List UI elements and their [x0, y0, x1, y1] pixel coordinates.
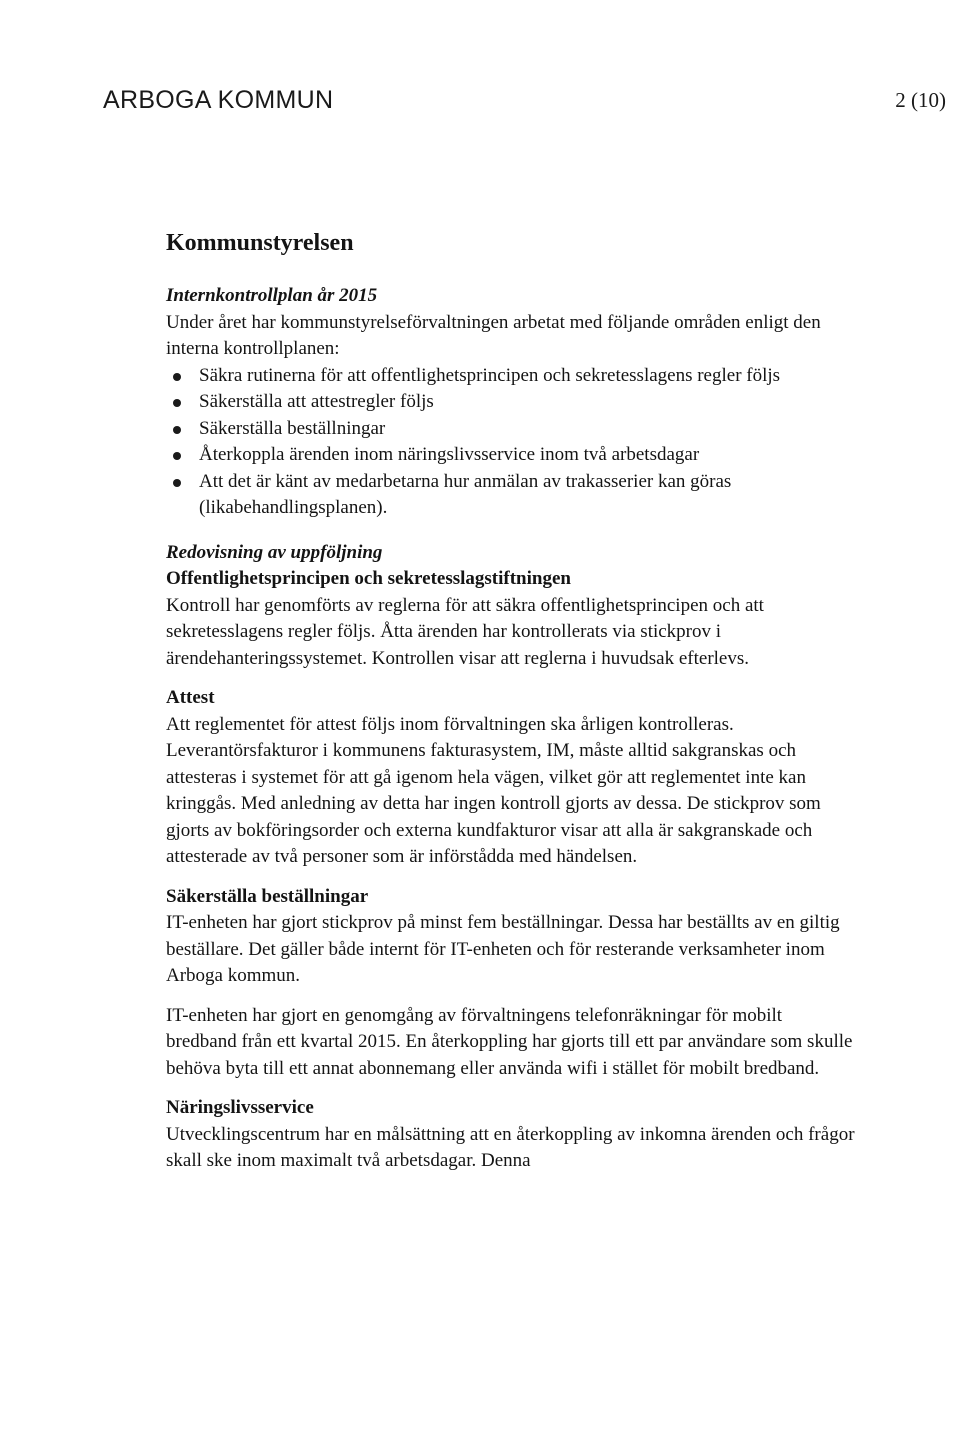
followup-subtitle: Redovisning av uppföljning [166, 541, 383, 563]
bullet-icon [173, 426, 181, 434]
list-item-text: Säkerställa att attestregler följs [199, 391, 434, 412]
section-title: Kommunstyrelsen [166, 230, 354, 256]
body-paragraph: Utvecklingscentrum har en målsättning att en återkoppling av inkomna ärenden och frågor skall ske inom maximalt två arbetsdagar. Denna [166, 1123, 855, 1171]
document-body [166, 228, 856, 1175]
bullet-icon [173, 452, 181, 460]
page-number: 2 (10) [895, 88, 946, 112]
bullet-icon [173, 479, 181, 487]
control-areas-list [166, 363, 856, 522]
section-heading: Säkerställa beställningar [166, 885, 369, 907]
body-paragraph: Kontroll har genomförts av reglerna för att säkra offentlighetsprincipen och att sekretesslagens regler följs. Åtta ärenden har kontrollerats via stickprov i ärendehanteringssystemet. Kontrollen visar att reglerna i huvudsak efterlevs. [166, 594, 764, 669]
list-item-text: Säkra rutinerna för att offentlighetsprincipen och sekretesslagens regler följs [199, 364, 781, 386]
list-item-text: Säkerställa beställningar [199, 417, 386, 439]
section-heading: Näringslivsservice [166, 1097, 314, 1118]
intro-paragraph: Under året har kommunstyrelseförvaltningen arbetat med följande områden enligt den interna kontrollplanen: [166, 311, 821, 359]
bullet-icon [173, 399, 181, 407]
section-heading: Attest [166, 687, 215, 708]
list-item-text: Återkoppla ärenden inom näringslivsservice inom två arbetsdagar [199, 444, 700, 465]
list-item-text: Att det är känt av medarbetarna hur anmälan av trakasserier kan göras (likabehandlingsplanen). [199, 470, 732, 518]
list-item [166, 416, 856, 443]
list-item [166, 363, 856, 390]
body-paragraph: IT-enheten har gjort stickprov på minst fem beställningar. Dessa har beställts av en giltig beställare. Det gäller både internt för IT-enheten och för resterande verksamheter inom Arboga kommun. [166, 912, 840, 986]
body-paragraph: IT-enheten har gjort en genomgång av förvaltningens telefonräkningar för mobilt bredband från ett kvartal 2015. En återkoppling har gjorts till ett par användare som skulle behöva byta till ett annat abonnemang eller använda wifi i stället för mobilt bredband. [166, 1004, 853, 1079]
bullet-icon [173, 373, 181, 381]
section-heading: Offentlighetsprincipen och sekretesslagstiftningen [166, 568, 571, 589]
list-item [166, 389, 856, 416]
organization-name: ARBOGA KOMMUN [103, 86, 334, 114]
internal-control-plan-subtitle: Internkontrollplan år 2015 [166, 285, 378, 306]
list-item [166, 469, 856, 522]
body-paragraph: Att reglementet för attest följs inom förvaltningen ska årligen kontrolleras. Leverantörsfakturor i kommunens fakturasystem, IM, måste alltid sakgranskas och attesteras i systemet för att gå igenom hela vägen, vilket gör att reglementet inte kan kringgås. Med anledning av detta har ingen kontroll gjorts av dessa. De stickprov som gjorts av bokföringsorder och externa kundfakturor visar att alla är sakgranskade och attesterade av två personer som är införstådda med händelsen. [166, 713, 821, 867]
list-item [166, 442, 856, 469]
